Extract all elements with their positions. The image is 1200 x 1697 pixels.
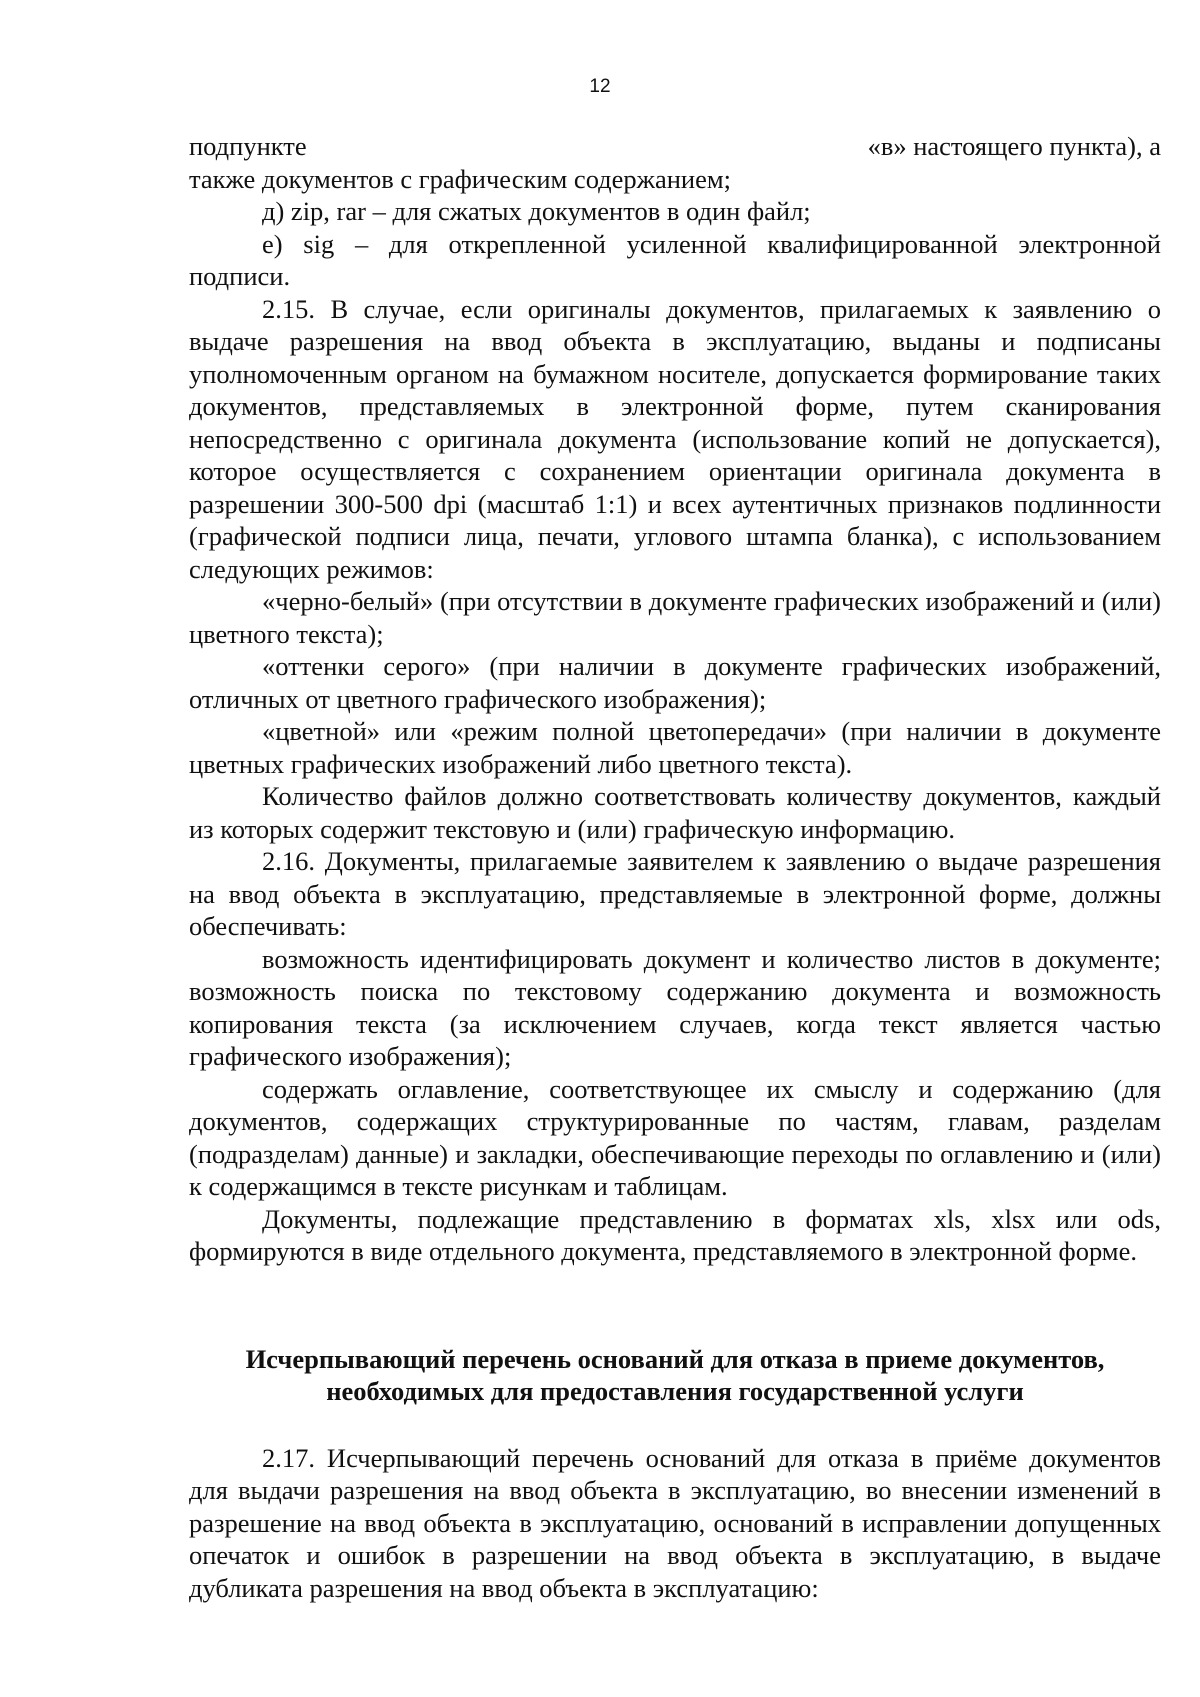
paragraph-2-15: 2.15. В случае, если оригиналы документов, прилагаемых к заявлению о выдаче разрешения на ввод объекта в эксплуатацию, выданы и подписаны уполномоченным органом на бумажном носителе, допускается формирование таких документов, представляемых в электронной форме, путем сканирования непосредственно с оригинала документа (использование копий не допускается), которое осуществляется с сохранением ориентации оригинала документа в разрешении 300-500 dpi (масштаб 1:1) и всех аутентичных признаков подлинности (графической подписи лица, печати, углового штампа бланка), с использованием следующих режимов: [189, 293, 1161, 584]
section-heading-line-1: Исчерпывающий перечень оснований для отказа в приеме документов, [245, 1343, 1105, 1374]
continuation-right-text: «в» настоящего пункта), а [867, 131, 1161, 161]
page-number: 12 [589, 76, 611, 97]
document-body [189, 130, 1161, 1604]
section-heading [189, 1343, 1161, 1407]
paragraph-black-white: «черно-белый» (при отсутствии в документе графических изображений и (или) цветного текста); [189, 586, 1161, 649]
paragraph-zip-rar: д) zip, rar – для сжатых документов в один файл; [262, 196, 811, 226]
paragraph-2-17: 2.17. Исчерпывающий перечень оснований для отказа в приёме документов для выдачи разрешения на ввод объекта в эксплуатацию, во внесении изменений в разрешение на ввод объекта в эксплуатацию, оснований в исправлении допущенных опечаток и ошибок в разрешении на ввод объекта в эксплуатацию, в выдаче дубликата разрешения на ввод объекта в эксплуатацию: [189, 1442, 1161, 1603]
paragraph-color: «цветной» или «режим полной цветопередачи» (при наличии в документе цветных графических изображений либо цветного текста). [189, 716, 1161, 779]
continuation-first-line [189, 130, 1161, 163]
paragraph-file-count: Количество файлов должно соответствовать количеству документов, каждый из которых содержит текстовую и (или) графическую информацию. [189, 781, 1161, 844]
continuation-left-text: подпункте [189, 131, 307, 161]
paragraph-identify: возможность идентифицировать документ и количество листов в документе; возможность поиска по текстовому содержанию документа и возможность копирования текста (за исключением случаев, когда текст является частью графического изображения); [189, 943, 1161, 1071]
continuation-rest: также документов с графическим содержанием; [189, 163, 732, 194]
paragraph-xls: Документы, подлежащие представлению в форматах xls, xlsx или ods, формируются в виде отдельного документа, представляемого в электронной форме. [189, 1203, 1161, 1266]
section-heading-line-2: необходимых для предоставления государственной услуги [326, 1375, 1024, 1406]
paragraph-2-16: 2.16. Документы, прилагаемые заявителем к заявлению о выдаче разрешения на ввод объекта в эксплуатацию, представляемые в электронной форме, должны обеспечивать: [189, 846, 1161, 941]
paragraph-sig: е) sig – для открепленной усиленной квалифицированной электронной подписи. [189, 228, 1161, 291]
paragraph-grayscale: «оттенки серого» (при наличии в документе графических изображений, отличных от цветного графического изображения); [189, 651, 1161, 714]
paragraph-toc: содержать оглавление, соответствующее их смыслу и содержанию (для документов, содержащих структурированные по частям, главам, разделам (подразделам) данные) и закладки, обеспечивающие переходы по оглавлению и (или) к содержащимся в тексте рисункам и таблицам. [189, 1073, 1161, 1201]
